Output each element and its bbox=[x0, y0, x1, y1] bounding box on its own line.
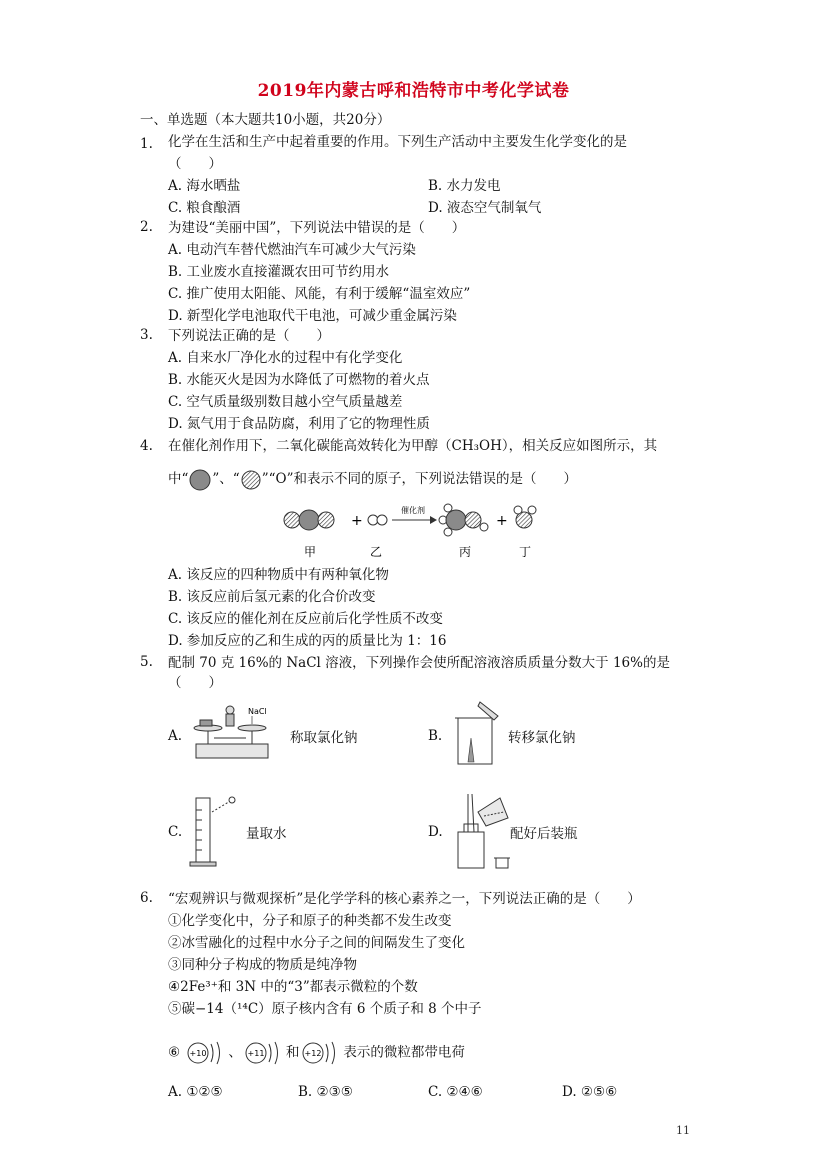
q6-statement-2: ②冰雪融化的过程中水分子之间的间隔发生了变化 bbox=[168, 935, 465, 951]
graduated-cylinder-image bbox=[186, 790, 238, 870]
q4-stem-line1: 在催化剂作用下，二氧化碳能高效转化为甲醇（CH₃OH），相关反应如图所示，其 bbox=[168, 438, 658, 454]
q5-stem: 配制 70 克 16%的 NaCl 溶液，下列操作会使所配溶液溶质质量分数大于 16%的是 bbox=[168, 655, 670, 671]
q1-option-a: A. 海水晒盐 bbox=[168, 178, 241, 194]
q2-option-d: D. 新型化学电池取代干电池，可减少重金属污染 bbox=[168, 308, 457, 324]
q6-s6-number: ⑥ bbox=[168, 1044, 181, 1061]
q5-option-b-text: 转移氯化钠 bbox=[508, 730, 576, 746]
q4-stem-part-c: ”“O”和表示不同的原子，下列说法错误的是（ ） bbox=[261, 471, 577, 487]
q6-option-b: B. ②③⑤ bbox=[298, 1084, 353, 1100]
q2-stem: 为建设“美丽中国”，下列说法中错误的是（ ） bbox=[168, 220, 466, 236]
q2-option-c: C. 推广使用太阳能、风能，有利于缓解“温室效应” bbox=[168, 286, 471, 302]
q1-number: 1. bbox=[140, 136, 153, 152]
q2-option-b: B. 工业废水直接灌溉农田可节约用水 bbox=[168, 264, 390, 280]
q6-number: 6. bbox=[140, 890, 153, 906]
page-number: 11 bbox=[676, 1124, 690, 1137]
q5-number: 5. bbox=[140, 654, 153, 670]
beaker-transfer-image bbox=[452, 698, 502, 768]
q3-number: 3. bbox=[140, 327, 153, 343]
label-jia: 甲 bbox=[303, 545, 317, 559]
q6-s6-sep2: 和 bbox=[285, 1044, 300, 1061]
q6-s6-tail: 表示的微粒都带电荷 bbox=[343, 1044, 465, 1061]
label-ding: 丁 bbox=[518, 545, 532, 559]
q6-option-c: C. ②④⑥ bbox=[428, 1084, 483, 1100]
plus-sign-2: + bbox=[496, 513, 508, 529]
label-bing: 丙 bbox=[458, 545, 472, 559]
q1-option-c: C. 粮食酿酒 bbox=[168, 200, 241, 216]
ion-diagram-3 bbox=[299, 1038, 343, 1068]
balance-scale-image bbox=[190, 700, 280, 766]
q5-option-a-text: 称取氯化钠 bbox=[290, 730, 358, 746]
q6-statement-4: ④2Fe³⁺和 3N 中的“3”都表示微粒的个数 bbox=[168, 979, 418, 995]
q2-option-a: A. 电动汽车替代燃油汽车可减少大气污染 bbox=[168, 242, 416, 258]
q3-option-a: A. 自来水厂净化水的过程中有化学变化 bbox=[168, 350, 403, 366]
q5-option-a-letter: A. bbox=[168, 728, 183, 744]
q4-stem-part-b: ”、“ bbox=[212, 471, 240, 487]
catalyst-label: 催化剂 bbox=[401, 506, 425, 515]
q6-statement-1: ①化学变化中，分子和原子的种类都不发生改变 bbox=[168, 913, 452, 929]
q3-option-c: C. 空气质量级别数目越小空气质量越差 bbox=[168, 394, 403, 410]
nacl-label: NaCl bbox=[248, 707, 267, 716]
q4-stem-line2 bbox=[168, 467, 577, 492]
q2-number: 2. bbox=[140, 219, 153, 235]
q1-option-b: B. 水力发电 bbox=[428, 178, 501, 194]
q4-number: 4. bbox=[140, 438, 153, 454]
q1-option-d: D. 液态空气制氧气 bbox=[428, 200, 542, 216]
hatched-atom-icon bbox=[240, 469, 262, 491]
molecule-jia bbox=[284, 510, 334, 530]
molecule-ding bbox=[514, 506, 536, 528]
q3-option-d: D. 氮气用于食品防腐，利用了它的物理性质 bbox=[168, 416, 430, 432]
q4-option-b: B. 该反应前后氢元素的化合价改变 bbox=[168, 589, 376, 605]
q3-stem: 下列说法正确的是（ ） bbox=[168, 328, 330, 344]
svg-text:+12: +12 bbox=[304, 1049, 322, 1058]
ion-diagram-2 bbox=[242, 1038, 286, 1068]
q4-option-a: A. 该反应的四种物质中有两种氧化物 bbox=[168, 567, 389, 583]
q1-paren: （ ） bbox=[168, 156, 222, 172]
q5-option-d-text: 配好后装瓶 bbox=[510, 826, 578, 842]
q5-option-d-letter: D. bbox=[428, 824, 443, 840]
q1-stem: 化学在生活和生产中起着重要的作用。下列生产活动中主要发生化学变化的是 bbox=[168, 134, 627, 150]
q4-stem-part-a: 中“ bbox=[168, 471, 189, 487]
q5-option-b-letter: B. bbox=[428, 728, 443, 744]
q6-statement-6 bbox=[168, 1038, 465, 1068]
q5-option-c-letter: C. bbox=[168, 824, 183, 840]
section-heading: 一、单选题（本大题共10小题，共20分） bbox=[140, 112, 391, 128]
molecule-yi bbox=[368, 515, 387, 525]
q6-s6-sep1: 、 bbox=[228, 1044, 242, 1061]
q6-option-a: A. ①②⑤ bbox=[168, 1084, 223, 1100]
ion-diagram-1 bbox=[184, 1038, 228, 1068]
q4-option-c: C. 该反应的催化剂在反应前后化学性质不改变 bbox=[168, 611, 443, 627]
reaction-diagram bbox=[280, 500, 570, 562]
q6-stem: “宏观辨识与微观探析”是化学学科的核心素养之一，下列说法正确的是（ ） bbox=[168, 891, 641, 907]
q3-option-b: B. 水能灭火是因为水降低了可燃物的着火点 bbox=[168, 372, 430, 388]
molecule-bing bbox=[439, 504, 488, 536]
plus-sign-1: + bbox=[351, 513, 363, 529]
bottling-image bbox=[452, 792, 514, 872]
label-yi: 乙 bbox=[369, 545, 383, 559]
svg-text:+11: +11 bbox=[247, 1049, 265, 1058]
grey-atom-icon bbox=[188, 468, 212, 492]
q6-option-d: D. ②⑤⑥ bbox=[562, 1084, 618, 1100]
q5-option-c-text: 量取水 bbox=[246, 826, 287, 842]
q5-paren: （ ） bbox=[168, 675, 222, 691]
page-title: 2019年内蒙古呼和浩特市中考化学试卷 bbox=[257, 81, 570, 101]
q4-option-d: D. 参加反应的乙和生成的丙的质量比为 1：16 bbox=[168, 633, 447, 649]
q6-statement-5: ⑤碳−14（¹⁴C）原子核内含有 6 个质子和 8 个中子 bbox=[168, 1001, 482, 1017]
svg-text:+10: +10 bbox=[189, 1049, 207, 1058]
q6-statement-3: ③同种分子构成的物质是纯净物 bbox=[168, 957, 357, 973]
